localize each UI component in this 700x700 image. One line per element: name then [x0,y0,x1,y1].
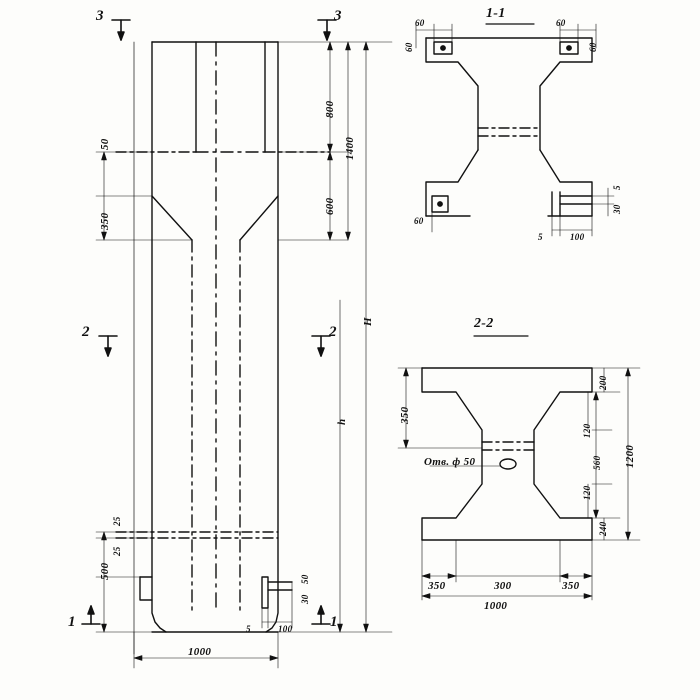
dim-500: 500 [99,562,111,580]
dim-800: 800 [324,100,336,118]
section-title-underlines [474,24,534,336]
section-mark-3-left: 3 [96,8,104,24]
dim-50-bottom-right: 50 [300,574,310,584]
s2-dim-350-left: 350 [399,406,411,424]
s2-dim-120-upper: 120 [582,423,592,438]
s1-dim-5-right: 5 [612,185,622,190]
dim-25-b: 25 [112,546,122,556]
s1-dim-60-bottom-left: 60 [414,216,424,226]
section-1-1-geometry [426,38,592,216]
section-title-2-2: 2-2 [474,316,494,331]
s1-dim-60-vert-left: 60 [404,42,414,52]
dim-h: h [336,418,348,425]
s2-dim-120-lower: 120 [582,485,592,500]
dim-350-left: 350 [99,212,111,230]
s2-dim-200: 200 [598,375,608,390]
section-2-2-geometry [422,368,592,540]
elevation-head [152,42,278,613]
dim-30-bottom-right: 30 [300,594,310,604]
s2-dim-1200: 1200 [624,444,636,468]
elevation-internal-lines [116,152,330,538]
s2-dim-300-bot: 300 [494,580,512,592]
s1-dim-100-bottom: 100 [570,232,585,242]
section-mark-2-left: 2 [82,324,90,340]
s2-dim-350-bot-right: 350 [562,580,580,592]
s2-dim-240: 240 [598,521,608,536]
dim-100-bottom: 100 [278,624,293,634]
s2-dim-350-bot-left: 350 [428,580,446,592]
section-mark-1-left: 1 [68,614,76,630]
section-2-2-dimension-arrows [404,368,631,599]
section-title-1-1: 1-1 [486,6,506,21]
elevation-outline [134,42,278,654]
section-mark-2-right: 2 [329,324,337,340]
section-mark-1-right: 1 [330,614,338,630]
s2-dim-560: 560 [592,455,602,470]
dim-50-left: 50 [99,138,111,150]
dim-1400: 1400 [344,136,356,160]
dim-600: 600 [324,197,336,215]
note-hole-label: Отв. ф 50 [424,456,476,468]
dim-H: H [362,317,374,326]
elevation-foot-right [262,577,292,608]
dim-1000-bottom: 1000 [188,646,212,658]
s2-dim-1000-bot: 1000 [484,600,508,612]
s1-dim-60-right: 60 [556,18,566,28]
section-mark-3-right: 3 [334,8,342,24]
s1-dim-30-right: 30 [612,204,622,214]
s1-dim-60-left: 60 [415,18,425,28]
section-2-2-dimension-lines [398,368,640,600]
dim-25-a: 25 [112,516,122,526]
s1-dim-60-vert-right: 60 [588,42,598,52]
elevation-dimension-arrows [102,42,369,661]
dim-5-bottom: 5 [246,624,251,634]
elevation-foot-left [140,577,152,600]
s1-dim-5-bottom: 5 [538,232,543,242]
section-cut-marks [82,20,336,624]
